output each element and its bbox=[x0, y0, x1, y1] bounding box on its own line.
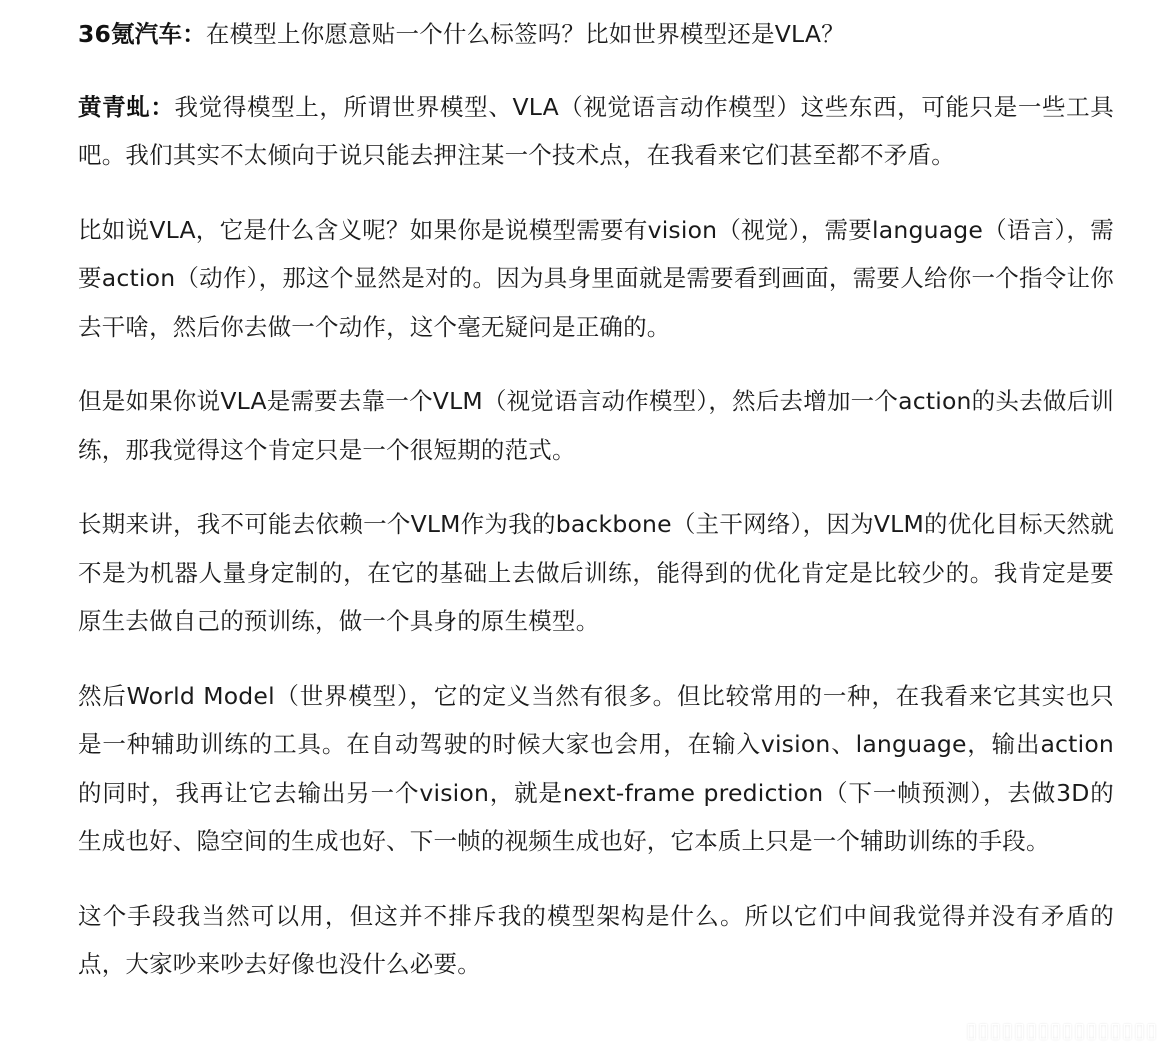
speaker-label: 黄青虬： bbox=[78, 92, 175, 121]
paragraph-text: 比如说VLA，它是什么含义呢？如果你是说模型需要有vision（视觉），需要language（语言），需要action（动作），那这个显然是对的。因为具身里面就是需要看到画面，需要人给你一个指令让你去干啥，然后你去做一个动作，这个毫无疑问是正确的。 bbox=[78, 215, 1114, 341]
paragraph bbox=[78, 377, 1114, 474]
paragraph bbox=[78, 500, 1114, 646]
watermark: ▯▯▯▯▯▯▯▯▯▯▯▯▯▯▯▯ bbox=[965, 1018, 1158, 1042]
paragraph-text: 这个手段我当然可以用，但这并不排斥我的模型架构是什么。所以它们中间我觉得并没有矛盾的点，大家吵来吵去好像也没什么必要。 bbox=[78, 901, 1114, 978]
article-body bbox=[78, 10, 1114, 1015]
paragraph-text: 但是如果你说VLA是需要去靠一个VLM（视觉语言动作模型），然后去增加一个action的头去做后训练，那我觉得这个肯定只是一个很短期的范式。 bbox=[78, 387, 1114, 464]
paragraph-text: 长期来讲，我不可能去依赖一个VLM作为我的backbone（主干网络），因为VLM的优化目标天然就不是为机器人量身定制的，在它的基础上去做后训练，能得到的优化肯定是比较少的。我肯定是要原生去做自己的预训练，做一个具身的原生模型。 bbox=[78, 510, 1114, 635]
paragraph bbox=[78, 892, 1114, 989]
paragraph bbox=[78, 206, 1114, 352]
interview-question bbox=[78, 10, 1114, 59]
paragraph-text: 我觉得模型上，所谓世界模型、VLA（视觉语言动作模型）这些东西，可能只是一些工具吧。我们其实不太倾向于说只能去押注某一个技术点，在我看来它们甚至都不矛盾。 bbox=[78, 92, 1114, 169]
paragraph-text: 然后World Model（世界模型），它的定义当然有很多。但比较常用的一种，在我看来它其实也只是一种辅助训练的工具。在自动驾驶的时候大家也会用，在输入vision、language，输出action的同时，我再让它去输出另一个vision，就是next-frame prediction（下一帧预测），去做3D的生成也好、隐空间的生成也好、下一帧的视频生成也好，它本质上只是一个辅助训练的手段。 bbox=[78, 681, 1114, 855]
speaker-label: 36氪汽车： bbox=[78, 20, 206, 48]
paragraph-text: 在模型上你愿意贴一个什么标签吗？比如世界模型还是VLA？ bbox=[205, 20, 845, 48]
interview-answer bbox=[78, 83, 1114, 180]
paragraph bbox=[78, 672, 1114, 866]
